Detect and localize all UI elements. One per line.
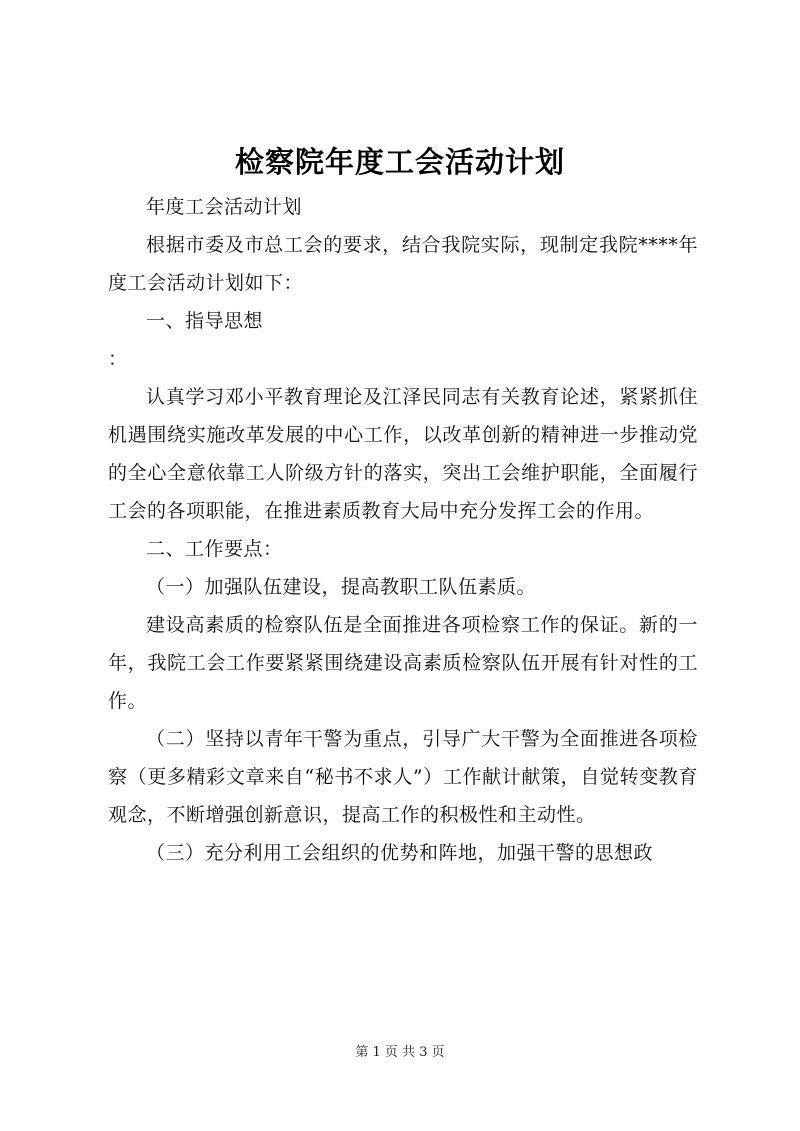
heading-guiding-thought: 一、指导思想 [146, 310, 264, 332]
document-title: 检察院年度工会活动计划 [234, 145, 565, 179]
paragraph-intro: 根据市委及市总工会的要求，结合我院实际，现制定我院****年度工会活动计划如下： [108, 234, 698, 294]
document-body [108, 188, 698, 872]
paragraph-subtitle: 年度工会活动计划 [146, 196, 303, 218]
paragraph-team-quality: 建设高素质的检察队伍是全面推进各项检察工作的保证。新的一年，我院工会工作要紧紧围绕建设高素质检察队伍开展有针对性的工作。 [108, 614, 698, 712]
paragraph-point-three: （三）充分利用工会组织的优势和阵地，加强干警的思想政 [146, 842, 654, 864]
paragraph-colon: ： [108, 348, 128, 370]
paragraph-guiding-thought: 认真学习邓小平教育理论及江泽民同志有关教育论述，紧紧抓住机遇围绕实施改革发展的中心工作，以改革创新的精神进一步推动党的全心全意依靠工人阶级方针的落实，突出工会维护职能，全面履行工会的各项职能，在推进素质教育大局中充分发挥工会的作用。 [108, 386, 698, 522]
page-number-footer: 第 1 页 共 3 页 [355, 1045, 445, 1060]
paragraph-point-two: （二）坚持以青年干警为重点，引导广大干警为全面推进各项检察（更多精彩文章来自“秘书不求人”）工作献计献策，自觉转变教育观念，不断增强创新意识，提高工作的积极性和主动性。 [108, 728, 698, 826]
paragraph-point-one: （一）加强队伍建设，提高教职工队伍素质。 [146, 576, 537, 598]
heading-work-points: 二、工作要点： [146, 538, 283, 560]
